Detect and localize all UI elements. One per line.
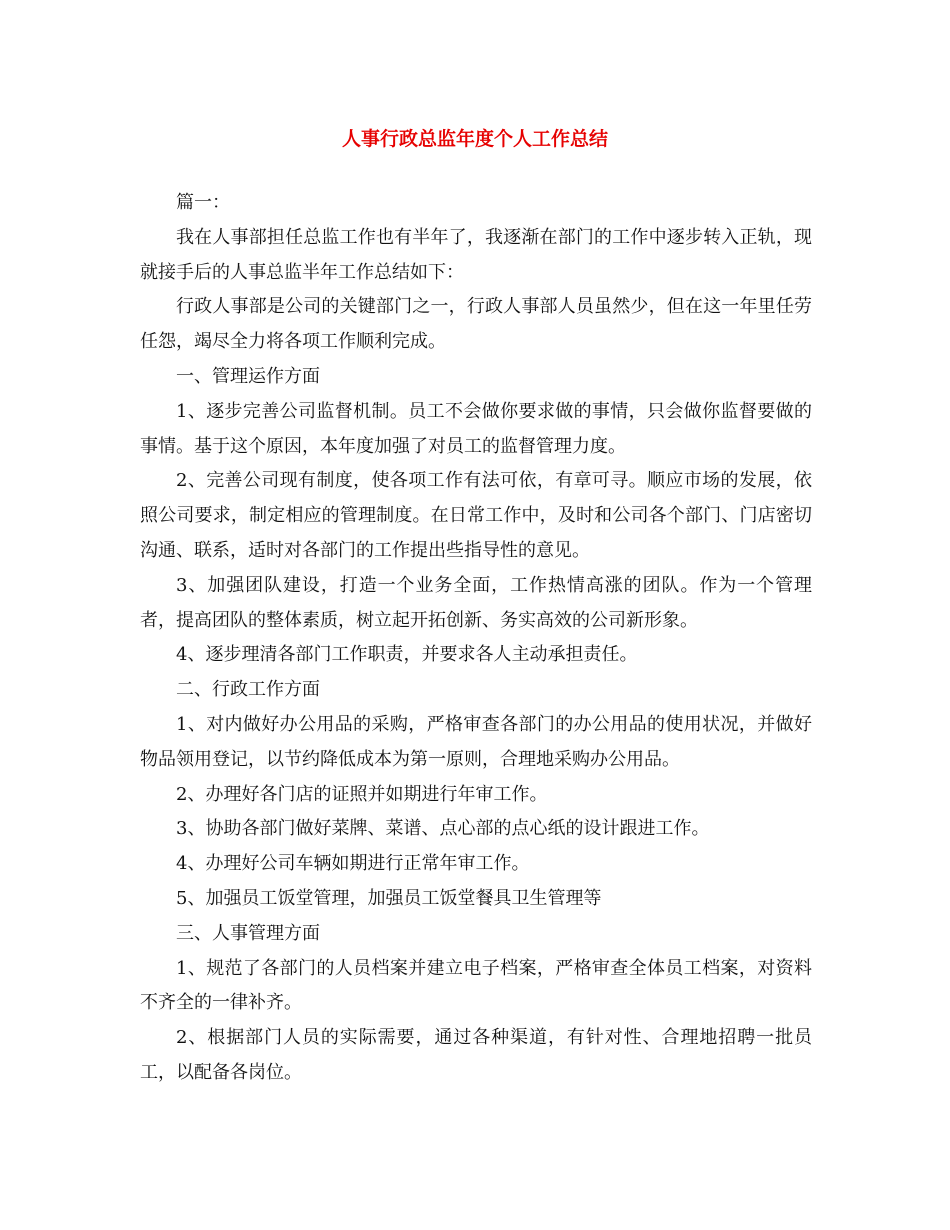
paragraph: 1、对内做好办公用品的采购，严格审查各部门的办公用品的使用状况，并做好物品领用登记，以节约降低成本为第一原则，合理地采购办公用品。 <box>140 713 812 770</box>
paragraph: 5、加强员工饭堂管理，加强员工饭堂餐具卫生管理等 <box>176 887 602 909</box>
paragraph: 1、逐步完善公司监督机制。员工不会做你要求做的事情，只会做你监督要做的事情。基于这个原因，本年度加强了对员工的监督管理力度。 <box>140 400 812 457</box>
paragraph: 行政人事部是公司的关键部门之一，行政人事部人员虽然少，但在这一年里任劳任怨，竭尽全力将各项工作顺利完成。 <box>140 296 812 353</box>
paragraph: 2、根据部门人员的实际需要，通过各种渠道，有针对性、合理地招聘一批员工，以配备各岗位。 <box>140 1027 812 1083</box>
section-heading: 一、管理运作方面 <box>176 365 320 387</box>
paragraph: 4、逐步理清各部门工作职责，并要求各人主动承担责任。 <box>176 644 638 666</box>
section-heading: 二、行政工作方面 <box>176 679 320 701</box>
paragraph: 我在人事部担任总监工作也有半年了，我逐渐在部门的工作中逐步转入正轨，现就接手后的人事总监半年工作总结如下： <box>140 226 812 283</box>
document-body <box>140 186 812 1091</box>
document-title: 人事行政总监年度个人工作总结 <box>341 128 608 150</box>
paragraph: 4、办理好公司车辆如期进行正常年审工作。 <box>176 853 530 875</box>
section-label: 篇一： <box>176 192 230 213</box>
paragraph: 3、协助各部门做好菜牌、菜谱、点心部的点心纸的设计跟进工作。 <box>176 818 710 840</box>
paragraph: 2、办理好各门店的证照并如期进行年审工作。 <box>176 783 548 805</box>
section-heading: 三、人事管理方面 <box>176 922 320 944</box>
paragraph: 2、完善公司现有制度，使各项工作有法可依，有章可寻。顺应市场的发展，依照公司要求，制定相应的管理制度。在日常工作中，及时和公司各个部门、门店密切沟通、联系，适时对各部门的工作提出些指导性的意见。 <box>140 470 812 561</box>
paragraph: 3、加强团队建设，打造一个业务全面，工作热情高涨的团队。作为一个管理者，提高团队的整体素质，树立起开拓创新、务实高效的公司新形象。 <box>140 574 812 631</box>
paragraph: 1、规范了各部门的人员档案并建立电子档案，严格审查全体员工档案，对资料不齐全的一律补齐。 <box>140 957 812 1014</box>
